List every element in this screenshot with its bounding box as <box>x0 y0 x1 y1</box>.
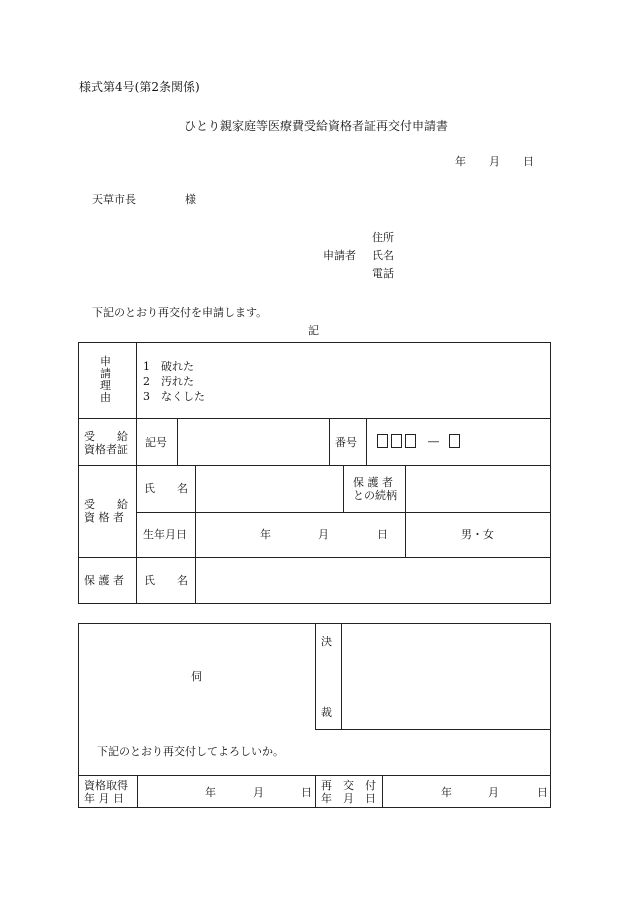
recipient-label <box>84 498 128 524</box>
birth-month: 月 <box>318 528 329 541</box>
form-number: 様式第4号(第2条関係) <box>79 80 200 94</box>
acquired-date-label <box>84 779 128 805</box>
number-digit-box[interactable] <box>377 434 388 448</box>
guardian-name-field[interactable] <box>198 560 548 602</box>
number-digit-box[interactable] <box>449 434 460 448</box>
addressee-honorific: 様 <box>185 193 196 206</box>
number-digit-box[interactable] <box>405 434 416 448</box>
guardian-name-label: 氏 名 <box>144 574 188 587</box>
reason-option-lost[interactable]: 3 なくした <box>143 390 205 403</box>
date-year: 年 <box>455 155 466 168</box>
reissue-label-line2: 年 月 日 <box>321 792 376 805</box>
birth-day: 日 <box>377 528 388 541</box>
recipient-label-line1: 受 給 <box>84 498 128 511</box>
addressee-name: 天草市長 <box>92 193 136 206</box>
relation-field[interactable] <box>408 468 548 510</box>
relation-label <box>353 476 397 502</box>
acquired-year: 年 <box>205 786 216 799</box>
reissue-month: 月 <box>488 786 499 799</box>
reissue-date-label <box>321 779 376 805</box>
reissue-day: 日 <box>537 786 548 799</box>
ki-label: 記 <box>308 324 319 337</box>
number-digit-box[interactable] <box>391 434 402 448</box>
certificate-label <box>84 430 128 456</box>
birth-label: 生年月日 <box>143 528 187 541</box>
reason-label-char: 由 <box>100 391 111 404</box>
reissue-label-line1: 再 交 付 <box>321 779 376 792</box>
date-day: 日 <box>523 155 534 168</box>
acquired-month: 月 <box>253 786 264 799</box>
number-dash: ― <box>428 435 439 448</box>
birth-year: 年 <box>260 528 271 541</box>
certificate-label-line2: 資格者証 <box>84 443 128 456</box>
decision-top-label: 決 <box>321 635 332 648</box>
recipient-name-field[interactable] <box>198 468 340 510</box>
decision-stamp-area[interactable] <box>344 626 548 727</box>
form-title: ひとり親家庭等医療費受給資格者証再交付申請書 <box>184 119 449 133</box>
reason-label-char: 理 <box>100 379 111 392</box>
applicant-phone-label: 電話 <box>372 267 394 280</box>
symbol-label: 記号 <box>145 436 167 449</box>
number-label: 番号 <box>335 436 357 449</box>
acquired-day: 日 <box>301 786 312 799</box>
applicant-role: 申請者 <box>323 249 356 262</box>
reason-label <box>100 356 111 404</box>
approval-text: 下記のとおり再交付してよろしいか。 <box>97 745 284 758</box>
recipient-name-label: 氏 名 <box>144 482 188 495</box>
acquired-label-line1: 資格取得 <box>84 779 128 792</box>
decision-bottom-label: 裁 <box>321 706 332 719</box>
symbol-field[interactable] <box>180 421 326 463</box>
acquired-label-line2: 年 月 日 <box>84 792 124 805</box>
relation-label-line1: 保 護 者 <box>353 476 393 489</box>
ukagai-label: 伺 <box>191 670 202 683</box>
recipient-label-line2: 資 格 者 <box>84 511 124 524</box>
reason-label-char: 請 <box>100 367 111 380</box>
reason-option-torn[interactable]: 1 破れた <box>143 360 194 373</box>
date-month: 月 <box>489 155 500 168</box>
reason-label-char: 申 <box>100 355 111 368</box>
relation-label-line2: との続柄 <box>353 489 397 502</box>
reissue-year: 年 <box>441 786 452 799</box>
applicant-address-label: 住所 <box>372 231 394 244</box>
applicant-name-label: 氏名 <box>372 249 394 262</box>
certificate-label-line1: 受 給 <box>84 430 128 443</box>
request-text: 下記のとおり再交付を申請します。 <box>92 306 268 319</box>
guardian-label: 保 護 者 <box>84 574 124 587</box>
reason-option-soiled[interactable]: 2 汚れた <box>143 375 194 388</box>
gender-select[interactable]: 男・女 <box>461 528 494 541</box>
